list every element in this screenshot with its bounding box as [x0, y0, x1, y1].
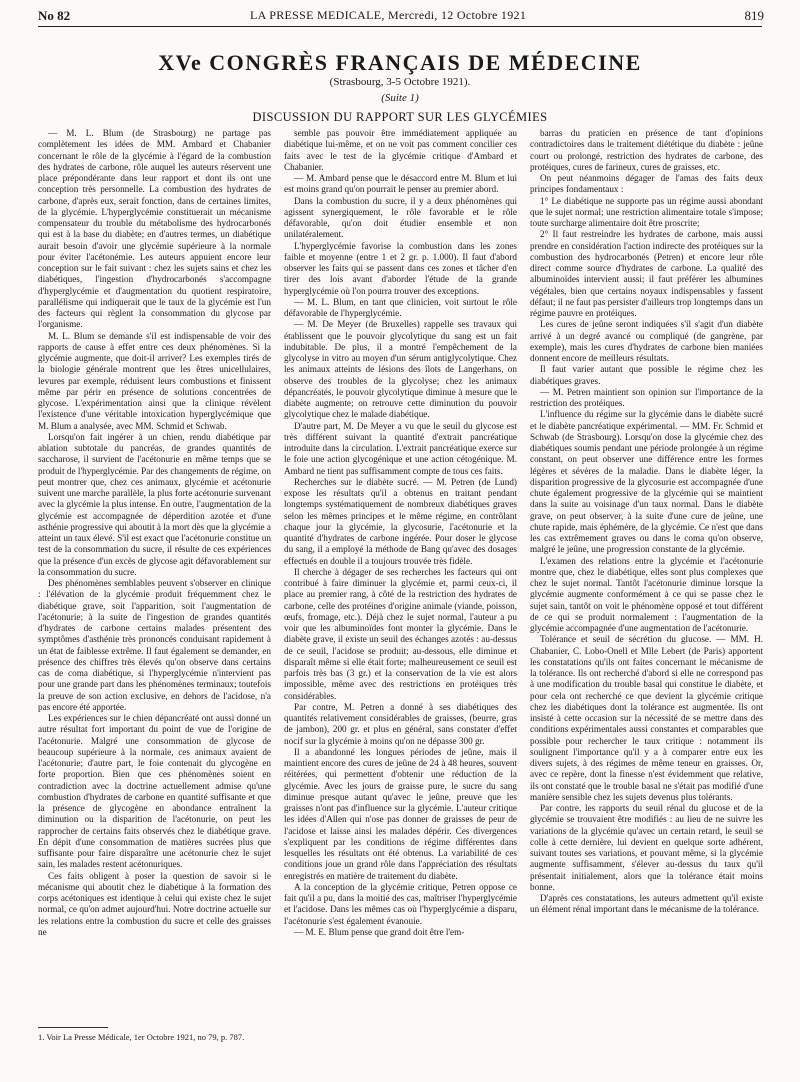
paragraph: Il faut varier autant que possible le régime chez les diabétiques graves. — [530, 364, 763, 386]
paragraph: Tolérance et seuil de sécrétion du glucose. — MM. H. Chabanier, C. Lobo-Onell et Mlle Lebert (de Paris) apportent les constatations qu'ils ont faites concernant le mécanisme de la tolérance. Ils ont recherché d'abord si elle ne correspond pas à une modification du trouble basal qui constitue le diabète, et pour cela ont recherché ce que devient la glycémie critique chez les diabétiques dont la tolérance est augmentée. Ils ont insisté à cette occasion sur la nécessité de se mettre dans des conditions expérimentales aussi constantes et comparables que possible pour rechercher le taux critique : notamment ils soulignent l'importance qu'il y a à comparer entre eux les divers sujets, à des régimes de même teneur en graisses. Or, avec ce repère, dont la finesse n'est évidemment que relative, ils ont constaté que le trouble basal ne s'était pas modifié d'une manière sensible chez les sujets devenus plus tolérants. — [530, 634, 763, 802]
column-2 — [284, 128, 517, 1068]
paragraph: On peut néanmoins dégager de l'amas des faits deux principes fondamentaux : — [530, 173, 763, 195]
paragraph: Dans la combustion du sucre, il y a deux phénomènes qui agissent synergiquement, le rôle favorable et le rôle défavorable, qu'on doit étudier ensemble et non unilatéralement. — [284, 195, 517, 240]
paragraph: — M. De Meyer (de Bruxelles) rappelle ses travaux qui établissent que le pouvoir glycolytique du sang est un fait indubitable. De plus, il a montré l'empêchement de la glycolyse in vitro au moyen d'un sérum antiglycolytique. Chez les animaux atteints de lésions des îlots de Langerhans, on observe des troubles de la glycolyse; chez les animaux dépancréatés, le pouvoir glycolytique diminue à mesure que le diabète augmente; on retrouve cette diminution du pouvoir glycolytique chez le malade diabétique. — [284, 319, 517, 420]
page-number: 819 — [744, 8, 764, 23]
paragraph: — M. L. Blum (de Strasbourg) ne partage pas complètement les idées de MM. Ambard et Chabanier concernant le rôle de la glycémie à l'égard de la combustion des hydrates de carbone, rôle auquel les auteurs réservent une place prépondérante dans leur rapport et dont ils ont une conception très personnelle. La combustion des hydrates de carbone, d'après eux, serait fonction, dans de certaines limites, de la glycémie. L'hyperglycémie constituerait un mécanisme compensateur du trouble du métabolisme des hydrocarbonés qui est à la base du diabète; en d'autres termes, un diabétique aurait besoin d'avoir une glycémie supérieure à la normale pour éviter l'acétonémie. Les auteurs appuient encore leur conception sur le fait suivant : chez les sujets sains et chez les diabétiques, l'ingestion d'hydrocarbonés s'accompagne d'hyperglycémie et d'augmentation du quotient respiratoire, parallélisme qui indiquerait que le taux de la glycémie est l'un des facteurs qui règlent la consommation du glycose par l'organisme. — [38, 128, 271, 330]
paragraph: 1° Le diabétique ne supporte pas un régime aussi abondant que le sujet normal; une restriction alimentaire totale s'impose; toute surcharge alimentaire doit être proscrite; — [530, 195, 763, 228]
paragraph: Ces faits obligent à poser la question de savoir si le mécanisme qui aboutit chez le diabétique à la formation des corps acétoniques est identique à celui qui existe chez le sujet normal, ce qu'on admet aujourd'hui. Notre doctrine actuelle sur les relations entre la combustion du sucre et celle des graisses ne — [38, 870, 271, 937]
paragraph: Il cherche à dégager de ses recherches les facteurs qui ont contribué à faire diminuer la glycémie et, parmi ceux-ci, il place au premier rang, à côté de la restriction des hydrates de carbone, celle des protéines d'origine animale (viande, poisson, œufs, fromage, etc.). Déjà chez le sujet normal, l'auteur a pu voir que les albuminoïdes font monter la glycémie. Dans le diabète grave, il existe un seuil des échanges azotés : au-dessus de ce seuil, l'acidose se produit; au-dessous, elle diminue et disparaît même si elle était forte; malheureusement ce seuil est parfois très bas (3 gr.) et la conservation de la vie est alors impossible, même avec des restrictions en protéiques très considérables. — [284, 566, 517, 701]
footnote: 1. Voir La Presse Médicale, 1er Octobre 1921, no 79, p. 787. — [38, 1032, 245, 1042]
paragraph: — M. E. Blum pense que grand doit être l'em- — [294, 926, 465, 937]
paragraph: Recherches sur le diabète sucré. — M. Petren (de Lund) expose les résultats qu'il a obtenus en traitant pendant longtemps systématiquement de nombreux diabétiques graves selon les mêmes principes et le même régime, en contrôlant chaque jour la glycémie, la glycosurie, l'acétonurie et la quantité d'hydrates de carbone ingérée. Pour doser le glycose du sang, il a employé la méthode de Bang qu'avec des dosages effectués en double il a toujours trouvée très fidèle. — [284, 476, 517, 566]
page-header — [0, 0, 800, 24]
paragraph: A la conception de la glycémie critique, Petren oppose ce fait qu'il a pu, dans la moitié des cas, maîtriser l'hyperglycémie et l'acidose. Dans les mêmes cas où l'hyperglycémie a disparu, l'acétonurie s'est également évanouie. — [284, 881, 517, 926]
header-rule — [38, 26, 762, 27]
paragraph: 2° Il faut restreindre les hydrates de carbone, mais aussi prendre en considération l'action indirecte des protéiques sur la combustion des hydrocarbonés (Petren) et encore leur rôle direct comme source d'hydrates de carbone. La qualité des albuminoïdes intervient aussi; il faut préférer les albumines végétales, bien que certains noyaux indispensables y fassent défaut; il ne faut pas persister d'ailleurs trop longtemps dans un régime pauvre en protéiques. — [530, 229, 763, 318]
footnote-rule — [38, 1027, 108, 1028]
paragraph: Des phénomènes semblables peuvent s'observer en clinique : l'élévation de la glycémie produit fréquemment chez le diabétique grave, soit l'apparition, soit l'augmentation de l'acétonurie; à la suite de l'ingestion de grandes quantités d'hydrates de carbone certains malades présentent des symptômes d'asthénie très prononcés conduisant rapidement à un état de faiblesse extrême. Il faut également se demander, en présence des chiffres très élevés qu'on observe dans certains cas de coma diabétique, si l'hyperglycémie n'intervient pas pour une grande part dans les phénomènes terminaux; toutefois la preuve de son action exclusive, en dehors de l'acidose, n'a pas encore été apportée. — [38, 578, 271, 712]
paragraph: Les expériences sur le chien dépancréaté ont aussi donné un autre résultat fort important du point de vue de l'origine de l'acétonurie. Malgré une consommation de glycose de beaucoup supérieure à la normale, ces animaux avaient de l'acétonurie; d'autre part, le foie contenait du glycogène en forte proportion. Bien que ces phénomènes soient en contradiction avec la doctrine actuellement admise qu'une combustion d'hydrates de carbone en quantité suffisante et que la présence de glycogène en abondance entraînent la diminution ou la disparition de l'acétonurie, on peut les rapprocher de certains faits observés chez le diabétique grave. En dépit d'une consommation de matières sucrées plus que suffisante pour faire disparaître une acétonurie chez le sujet sain, les malades restent acétonuriques. — [38, 713, 271, 870]
paragraph: L'hyperglycémie favorise la combustion dans les zones faible et moyenne (entre 1 et 2 gr. p. 1.000). Il faut d'abord observer les faits qui se passent dans ces zones et tâcher d'en tirer des lois avant d'aborder l'étude de la grande hyperglycémie où l'on pourra trouver des exceptions. — [284, 240, 517, 296]
paragraph: M. L. Blum se demande s'il est indispensable de voir des rapports de cause à effet entre ces deux phénomènes. Si la glycémie augmente, que doit-il arriver? Les exemples tirés de la biologie générale montrent que les êtres unicellulaires, levures par exemple, réduisent leurs combustions et finissent même par périr en présence de solutions concentrées de glycose. L'expérimentation ainsi que la clinique révèlent l'existence d'une véritable intoxication hyperglycémique que M. Blum a analysée, avec MM. Schmid et Schwab. — [38, 330, 271, 431]
paragraph: Lorsqu'on fait ingérer à un chien, rendu diabétique par ablation subtotale du pancréas, de grandes quantités de saccharose, il survient de l'acétonurie en même temps que se produit de l'hyperglycémie. Par des changements de régime, on peut montrer que, chez ces animaux, glycémie et acétonurie suivent une marche parallèle, la plus forte acétonurie survenant avec la glycémie la plus intense. En outre, l'augmentation de la glycémie est accompagnée de déperdition azotée et d'une asthénie progressive qui aboutit à la mort dès que la glycémie a atteint un taux élevé. S'il est exact que l'acétonurie constitue un test de la consommation du sucre, il résulte de ces expériences que la présence d'un excès de glycose agit défavorablement sur la consommation du sucre. — [38, 431, 271, 577]
paragraph: D'autre part, M. De Meyer a vu que le seuil du glycose est très différent suivant la quantité d'extrait pancréatique introduite dans la circulation. L'extrait pancréatique exerce sur le foie une action glycogénique et une action cétogénique. M. Ambard ne tient pas suffisamment compte de tous ces faits. — [284, 420, 517, 476]
paragraph: — M. Petren maintient son opinion sur l'importance de la restriction des protéiques. — [530, 386, 763, 408]
discussion-heading: DISCUSSION DU RAPPORT SUR LES GLYCÉMIES — [252, 110, 548, 124]
congress-title: XVe CONGRÈS FRANÇAIS DE MÉDECINE — [158, 50, 642, 75]
paragraph: Par contre, les rapports du seuil rénal du glucose et de la glycémie se trouvaient être modifiés : au lieu de ne suivre les variations de la glycémie qu'avec un certain retard, le seuil se colle à cette dernière, lui devient en quelque sorte adhérent, suivant toutes ses variations, et pouvant même, si la glycémie augmente suffisamment, s'élever au-dessus du taux qu'il présentait initialement, alors que la tolérance était moins bonne. — [530, 803, 763, 892]
paragraph: L'influence du régime sur la glycémie dans le diabète sucré et le diabète pancréatique expérimental. — MM. Fr. Schmid et Schwab (de Strasbourg). Lorsqu'on dose la glycémie chez des diabétiques soumis pendant une période prolongée à un régime constant, on peut observer une différence entre les formes légères et sévères de la maladie. Dans le diabète léger, la disparition progressive de la glycosurie est accompagnée d'une chute également progressive de la glycémie qui se maintient dans la suite au voisinage d'un taux normal. Dans le diabète grave, on peut observer, à la suite d'une cure de jeûne, une chute rapide, mais éphémère, de la glycémie. Ce n'est que dans les cas extrêmement graves ou dans le coma qu'on observe, malgré le jeûne, une progression constante de la glycémie. — [530, 409, 763, 555]
paragraph: L'examen des relations entre la glycémie et l'acétonurie montre que, chez le diabétique, elles sont plus complexes que chez le sujet normal. Tantôt l'acétonurie diminue lorsque la glycémie augmente conformément à ce qui se passe chez le sujet sain, tantôt on voit le phénomène opposé et tout différent de ce qui se produit normalement : l'augmentation de la glycémie accompagnée d'une augmentation de l'acétonurie. — [530, 555, 763, 633]
paragraph: barras du praticien en présence de tant d'opinions contradictoires dans le traitement diététique du diabète : jeûne court ou prolongé, restriction des hydrates de carbone, des protéiques, cures de farineux, cures de graisses, etc. — [530, 128, 763, 172]
paragraph: D'après ces constatations, les auteurs admettent qu'il existe un élément rénal important dans le mécanisme de la tolérance. — [530, 893, 763, 915]
column-1 — [38, 128, 271, 1024]
issue-number: No 82 — [38, 8, 71, 23]
paragraph: Il a abandonné les longues périodes de jeûne, mais il maintient encore des cures de jeûne de 24 à 48 heures, souvent réitérées, qui permettent d'obtenir une réduction de la glycémie. Avec les jours de graisse pure, le sucre du sang diminue presque autant qu'avec le jeûne, preuve que les graisses n'ont pas d'influence sur la glycémie. L'auteur critique les idées d'Allen qui n'ose pas donner de graisses de peur de l'acidose et laisse ainsi les malades dépérir. Ces divergences s'expliquent par les conditions de régime différentes dans lesquelles les résultats ont été obtenus. La variabilité de ces conditions joue un grand rôle dans l'appréciation des résultats enregistrés en matière de traitement du diabète. — [284, 746, 517, 881]
column-3 — [530, 128, 763, 1068]
paragraph: — M. L. Blum, en tant que clinicien, voit surtout le rôle défavorable de l'hyperglycémie. — [284, 296, 517, 318]
continuation-note: (Suite 1) — [381, 92, 419, 104]
paragraph: — M. Ambard pense que le désaccord entre M. Blum et lui est moins grand qu'on pourrait le penser au premier abord. — [284, 173, 517, 195]
congress-subtitle: (Strasbourg, 3-5 Octobre 1921). — [329, 76, 471, 88]
paragraph: Les cures de jeûne seront indiquées s'il s'agit d'un diabète arrivé à un degré avancé ou compliqué (de gangrène, par exemple), mais les cures d'hydrates de carbone bien maniées donnent encore de meilleurs résultats. — [530, 319, 763, 363]
paragraph: semble pas pouvoir être immédiatement appliquée au diabétique lui-même, et on ne voit pas comment concilier ces faits avec le test de la glycémie critique d'Ambard et Chabanier. — [284, 128, 517, 172]
journal-title: LA PRESSE MEDICALE, Mercredi, 12 Octobre 1921 — [250, 8, 527, 22]
paragraph: Par contre, M. Petren a donné à ses diabétiques des quantités relativement considérables de graisses, (beurre, gras de jambon), 200 gr. et plus en général, sans constater d'effet nocif sur la glycémie à moins qu'on ne dépasse 300 gr. — [284, 701, 517, 746]
